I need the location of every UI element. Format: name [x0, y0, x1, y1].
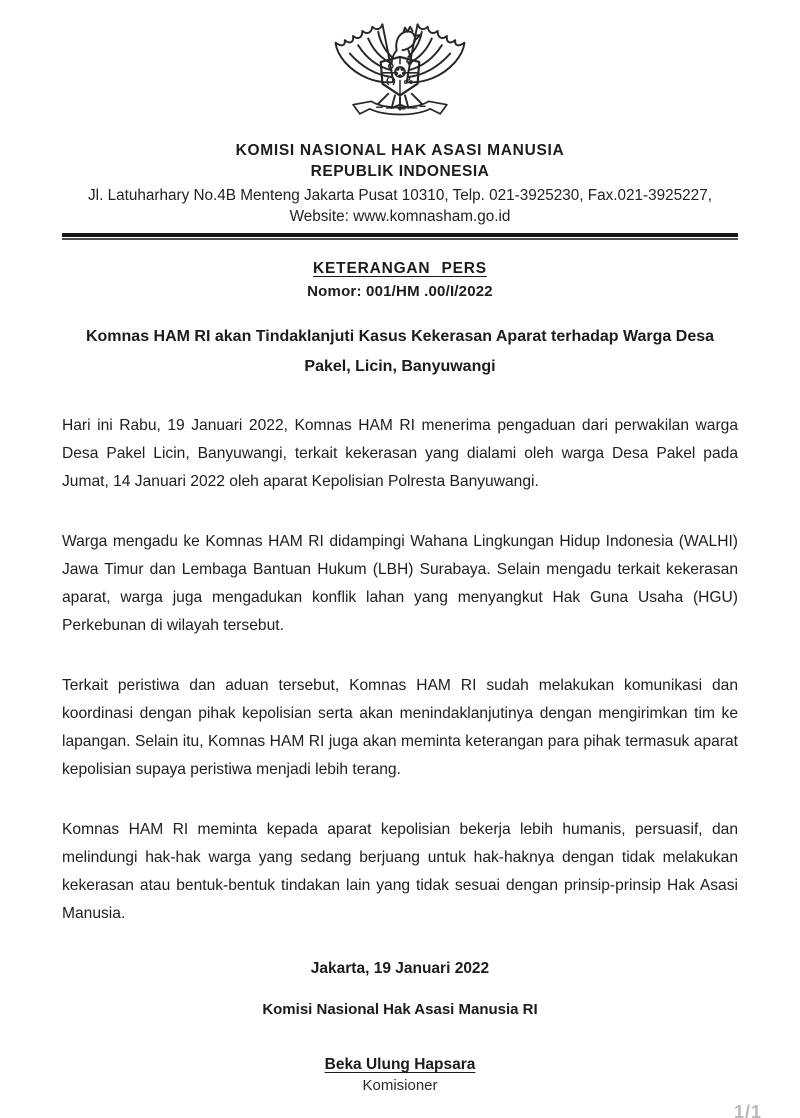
- page-indicator: 1/1: [733, 1102, 762, 1118]
- org-address: Jl. Latuharhary No.4B Menteng Jakarta Pusat 10310, Telp. 021-3925230, Fax.021-3925227,: [88, 187, 712, 204]
- divider-thick-line: [62, 233, 738, 237]
- closing-block: [62, 960, 738, 1094]
- paragraph-2: Warga mengadu ke Komnas HAM RI didampingi Wahana Lingkungan Hidup Indonesia (WALHI) Jawa Timur dan Lembaga Bantuan Hukum (LBH) Surabaya. Selain mengadu terkait kekerasan aparat, warga juga mengadukan konflik lahan yang menyangkut Hak Guna Usaha (HGU) Perkebunan di wilayah tersebut.: [62, 533, 738, 634]
- garuda-pancasila-emblem: [333, 18, 467, 136]
- doc-number: Nomor: 001/HM .00/I/2022: [307, 283, 493, 300]
- paragraph-4: Komnas HAM RI meminta kepada aparat kepolisian bekerja lebih humanis, persuasif, dan melindungi hak-hak warga yang sedang berjuang untuk hak-haknya dengan tidak melakukan kekerasan atau bentuk-bentuk tindakan lain yang tidak sesuai dengan prinsip-prinsip Hak Asasi Manusia.: [62, 821, 738, 922]
- divider-thin-line: [62, 238, 738, 240]
- signatory-name: Beka Ulung Hapsara: [324, 1056, 476, 1073]
- doc-type-heading: KETERANGAN PERS: [313, 260, 487, 277]
- signatory-title: Komisioner: [362, 1077, 438, 1094]
- org-name: KOMISI NASIONAL HAK ASASI MANUSIA: [235, 142, 565, 159]
- body-paragraphs: [62, 412, 738, 928]
- org-website: Website: www.komnasham.go.id: [289, 208, 511, 225]
- org-country: REPUBLIK INDONESIA: [310, 163, 490, 180]
- letterhead-divider: [62, 233, 738, 240]
- doc-title: Komnas HAM RI akan Tindaklanjuti Kasus Kekerasan Aparat terhadap Warga Desa Pakel, Licin, Banyuwangi: [85, 328, 715, 375]
- closing-organization: Komisi Nasional Hak Asasi Manusia RI: [262, 1001, 538, 1018]
- document-heading: [62, 260, 738, 300]
- place-date: Jakarta, 19 Januari 2022: [310, 960, 490, 977]
- document-body: [0, 260, 800, 1094]
- paragraph-3: Terkait peristiwa dan aduan tersebut, Komnas HAM RI sudah melakukan komunikasi dan koordinasi dengan pihak kepolisian serta akan menindaklanjutinya dengan mengirimkan tim ke lapangan. Selain itu, Komnas HAM RI juga akan meminta keterangan para pihak termasuk aparat kepolisian supaya peristiwa menjadi lebih terang.: [62, 677, 738, 778]
- letterhead: [0, 0, 800, 240]
- paragraph-1: Hari ini Rabu, 19 Januari 2022, Komnas HAM RI menerima pengaduan dari perwakilan warga Desa Pakel Licin, Banyuwangi, terkait kekerasan yang dialami oleh warga Desa Pakel pada Jumat, 14 Januari 2022 oleh aparat Kepolisian Polresta Banyuwangi.: [62, 417, 738, 490]
